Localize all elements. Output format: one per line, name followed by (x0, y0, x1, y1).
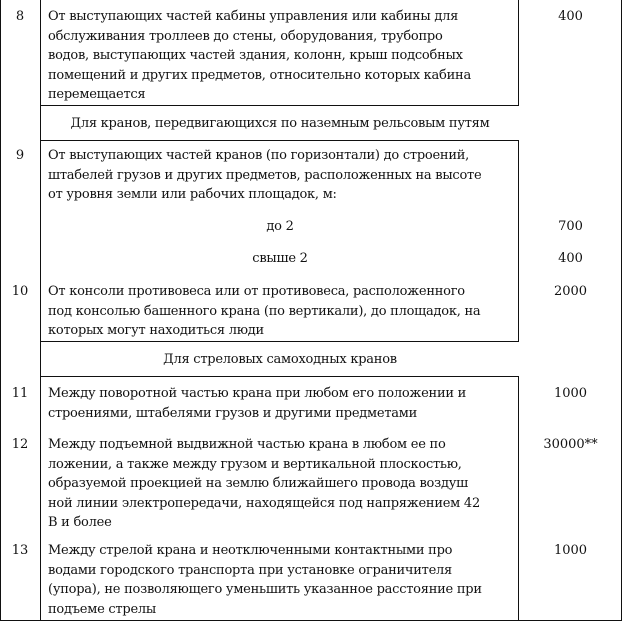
row-number: 13 (11, 543, 29, 558)
column-divider-left (40, 0, 41, 621)
row-distance-value: 30000** (543, 437, 598, 452)
sub-row-value: 400 (558, 251, 583, 266)
row-distance-value: 2000 (553, 284, 588, 299)
row-number: 9 (15, 148, 25, 163)
row-distance-value: 1000 (553, 386, 588, 401)
section-heading: Для стреловых самоходных кранов (163, 352, 397, 367)
column-divider-right (518, 376, 519, 621)
row-description: Между подъемной выдвижной частью крана в любом ее по ложении, а также между грузом и вертикальной плоскостью, образуемой проекцией на землю ближайшего провода воздуш ной линии электропередачи, находящейся под напряжением 42 В и более (48, 437, 480, 530)
sub-row-value: 700 (558, 219, 583, 234)
row-number: 11 (11, 386, 29, 401)
section-divider (40, 341, 518, 342)
row-description: От консоли противовеса или от противовеса, расположенного под консолью башенного крана (по вертикали), до площадок, на которых могут находиться люди (48, 284, 481, 338)
row-description: От выступающих частей кранов (по горизонтали) до строений, штабелей грузов и других предметов, расположенных на высоте от уровня земли или рабочих площадок, м: (48, 148, 482, 202)
sub-row-label: до 2 (266, 219, 294, 234)
column-divider-right (518, 140, 519, 342)
row-description: Между поворотной частью крана при любом его положении и строениями, штабелями грузов и другими предметами (48, 386, 467, 421)
section-heading: Для кранов, передвигающихся по наземным рельсовым путям (70, 116, 490, 131)
section-divider (40, 376, 518, 377)
row-description: От выступающих частей кабины управления или кабины для обслуживания троллеев до стены, оборудования, трубопро водов, выступающих частей здания, колонн, крыш подсобных помещений и других предметов, относительно которых кабина перемещается (48, 9, 471, 102)
row-number: 12 (11, 437, 29, 452)
row-number: 10 (11, 284, 29, 299)
section-divider (40, 105, 518, 106)
row-description: Между стрелой крана и неотключенными контактными про водами городского транспорта при установке ограничителя (упора), не позволяющего уменьшить указанное расстояние при подъеме стрелы (48, 543, 482, 617)
sub-row-label: свыше 2 (252, 251, 308, 266)
row-number: 8 (15, 9, 25, 24)
section-divider (40, 140, 518, 141)
row-distance-value: 400 (558, 9, 583, 24)
row-distance-value: 1000 (553, 543, 588, 558)
